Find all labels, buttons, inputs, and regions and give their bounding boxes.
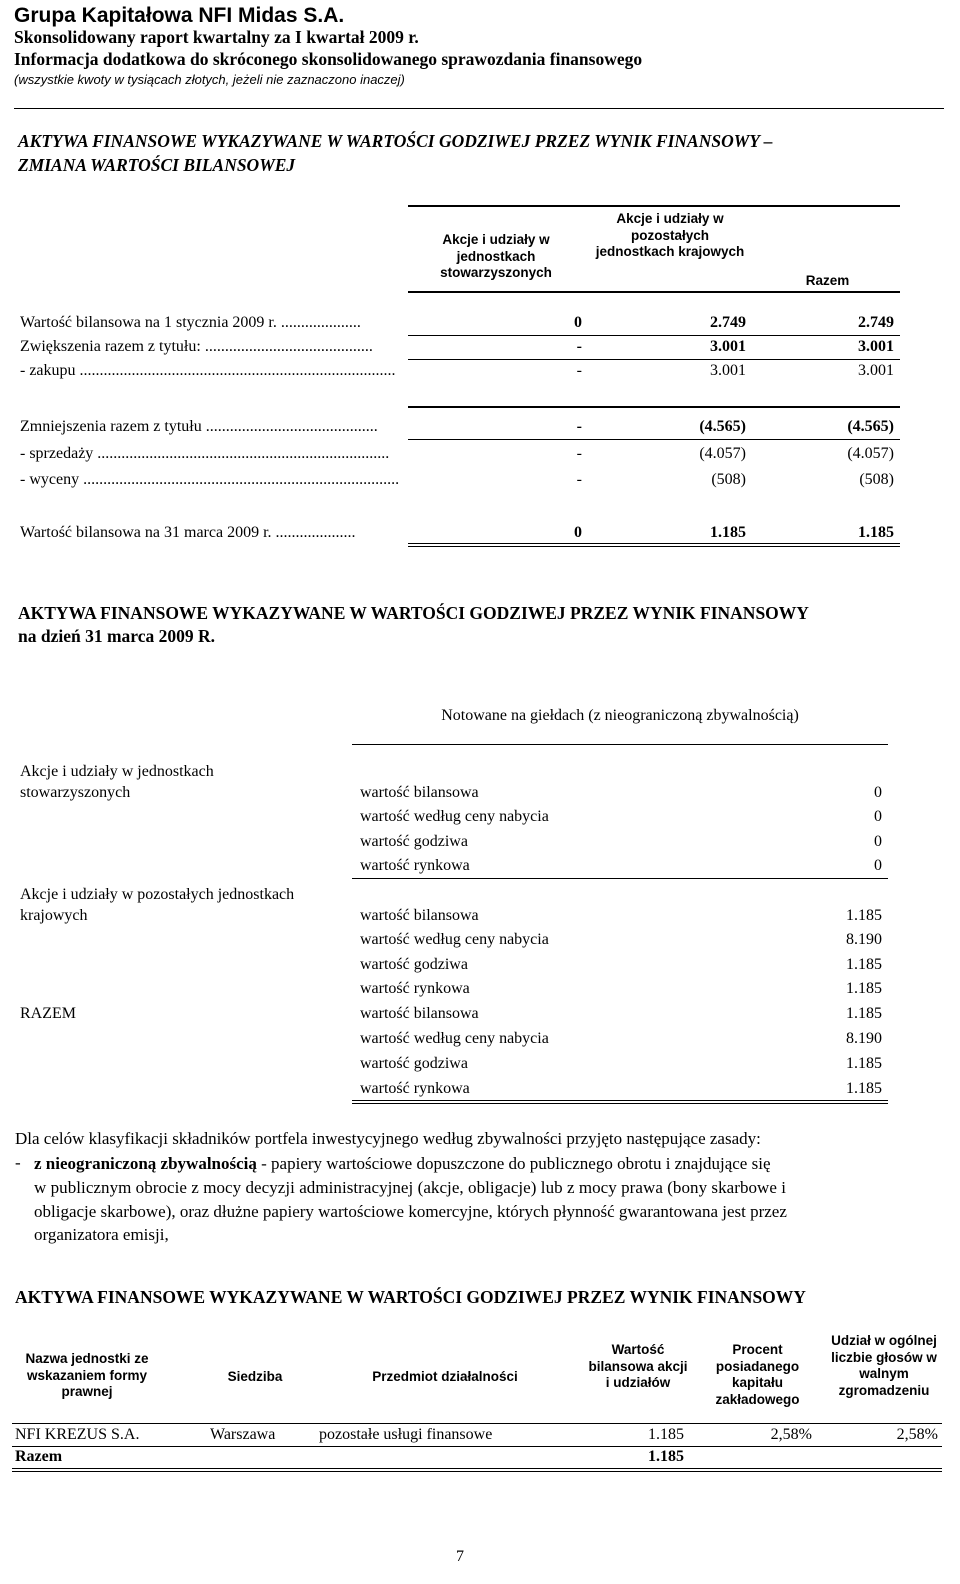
row-purchase-c2: 3.001: [710, 362, 746, 379]
section-title: Informacja dodatkowa do skróconego skonsolidowanego sprawozdania finansowego: [14, 49, 643, 69]
company-title: Grupa Kapitałowa NFI Midas S.A.: [14, 4, 345, 27]
value-amount: 8.190: [846, 931, 882, 948]
row-decrease-c2: (4.565): [699, 418, 746, 435]
classification-bullet: -: [15, 1153, 21, 1172]
page-number: 7: [456, 1548, 464, 1565]
value-label: wartość godziwa: [360, 833, 468, 850]
total-value: 1.185: [648, 1448, 684, 1465]
classification-line1: [34, 1154, 940, 1174]
row-valuation-c2: (508): [711, 471, 746, 488]
value-label: wartość rynkowa: [360, 857, 470, 874]
th-share-capital-pct: Procent posiadanego kapitału zakładowego: [715, 1342, 800, 1407]
value-amount: 1.185: [846, 1005, 882, 1022]
row-increase-c2: 3.001: [710, 338, 746, 355]
value-amount: 0: [874, 784, 882, 801]
classification-line4: organizatora emisji,: [34, 1225, 169, 1244]
row-purchase-c1: -: [576, 362, 582, 379]
table3-header-rule: [12, 1423, 942, 1424]
cell-share-capital-pct: 2,58%: [770, 1426, 812, 1443]
table1-header-rule: [408, 291, 900, 293]
row-decrease-rule: [408, 439, 900, 440]
table3-bottom-rule-1: [12, 1468, 942, 1469]
value-label: wartość według ceny nabycia: [360, 1030, 549, 1047]
table1-bottom-rule-2: [408, 546, 900, 547]
value-label: wartość bilansowa: [360, 907, 479, 924]
listed-header-rule: [352, 744, 888, 745]
value-label: wartość godziwa: [360, 956, 468, 973]
table3-bottom-rule-2: [12, 1471, 942, 1472]
classification-term: z nieograniczoną zbywalnością: [34, 1154, 257, 1173]
row-opening-c3: 2.749: [858, 314, 894, 331]
cell-activity: pozostałe usługi finansowe: [319, 1426, 493, 1443]
value-label: wartość według ceny nabycia: [360, 808, 549, 825]
classification-line1-rest: - papiery wartościowe dopuszczone do publicznego obrotu i znajdujące się: [256, 1154, 771, 1173]
row-closing-c1: 0: [574, 524, 582, 541]
amounts-note: (wszystkie kwoty w tysiącach złotych, jeżeli nie zaznaczono inaczej): [14, 72, 405, 87]
th-activity: Przedmiot działalności: [372, 1369, 518, 1384]
group-total-label: RAZEM: [20, 1005, 76, 1022]
value-amount: 1.185: [846, 1080, 882, 1097]
row-sale-c1: -: [576, 445, 582, 462]
table3-row-rule: [12, 1446, 942, 1447]
value-amount: 0: [874, 808, 882, 825]
value-amount: 1.185: [846, 956, 882, 973]
row-decrease-c1: -: [576, 418, 582, 435]
row-purchase-c3: 3.001: [858, 362, 894, 379]
cell-votes-pct: 2,58%: [896, 1426, 938, 1443]
value-label: wartość bilansowa: [360, 784, 479, 801]
value-amount: 0: [874, 857, 882, 874]
listed-bottom-rule-1: [352, 1100, 888, 1101]
row-sale-label: - sprzedaży .........................................................................: [20, 445, 390, 462]
col-header-total: Razem: [805, 273, 850, 288]
classification-line3: obligacje skarbowe), oraz dłużne papiery wartościowe komercyjne, których płynność gwarantowana jest przez: [34, 1202, 787, 1221]
header-rule: [14, 108, 944, 109]
group-associates-line2: stowarzyszonych: [20, 784, 131, 801]
col-header-associates: Akcje i udziały w jednostkach stowarzyszonych: [440, 232, 552, 280]
section2-title: AKTYWA FINANSOWE WYKAZYWANE W WARTOŚCI GODZIWEJ PRZEZ WYNIK FINANSOWY: [18, 603, 809, 623]
row-opening-c2: 2.749: [710, 314, 746, 331]
value-label: wartość według ceny nabycia: [360, 931, 549, 948]
value-label: wartość godziwa: [360, 1055, 468, 1072]
value-amount: 8.190: [846, 1030, 882, 1047]
total-label: Razem: [15, 1448, 63, 1465]
row-closing-c2: 1.185: [710, 524, 746, 541]
row-sale-c2: (4.057): [699, 445, 746, 462]
value-label: wartość rynkowa: [360, 980, 470, 997]
row-sale-c3: (4.057): [847, 445, 894, 462]
section1-title-line2: ZMIANA WARTOŚCI BILANSOWEJ: [18, 155, 296, 175]
group-other-domestic-line2: krajowych: [20, 907, 88, 924]
listed-bottom-rule-2: [352, 1103, 888, 1104]
row-opening-c1: 0: [574, 314, 582, 331]
row-valuation-label: - wyceny ...............................................................................: [20, 471, 400, 488]
row-opening-label: Wartość bilansowa na 1 stycznia 2009 r. ....................: [20, 314, 361, 331]
row-valuation-c1: -: [576, 471, 582, 488]
section1-title: AKTYWA FINANSOWE WYKAZYWANE W WARTOŚCI GODZIWEJ PRZEZ WYNIK FINANSOWY –: [18, 131, 773, 151]
classification-intro: Dla celów klasyfikacji składników portfela inwestycyjnego według zbywalności przyjęto następujące zasady:: [15, 1129, 761, 1148]
value-label: wartość bilansowa: [360, 1005, 479, 1022]
col-header-other-domestic: Akcje i udziały w pozostałych jednostkach krajowych: [595, 211, 745, 259]
group-associates-line1: Akcje i udziały w jednostkach: [20, 763, 214, 780]
value-label: wartość rynkowa: [360, 1080, 470, 1097]
row-opening-rule: [408, 335, 900, 336]
value-amount: 0: [874, 833, 882, 850]
th-votes-pct: Udział w ogólnej liczbie głosów w walnym zgromadzeniu: [831, 1333, 937, 1398]
row-increase-c3: 3.001: [858, 338, 894, 355]
row-increase-rule: [408, 359, 900, 360]
section2-subtitle: na dzień 31 marca 2009 R.: [18, 626, 216, 646]
value-amount: 1.185: [846, 980, 882, 997]
row-decrease-c3: (4.565): [847, 418, 894, 435]
table1-top-rule: [408, 205, 900, 207]
row-closing-label: Wartość bilansowa na 31 marca 2009 r. ....................: [20, 524, 356, 541]
row-increase-c1: -: [576, 338, 582, 355]
th-carrying-value: Wartość bilansowa akcji i udziałów: [588, 1342, 688, 1390]
row-valuation-c3: (508): [859, 471, 894, 488]
cell-seat: Warszawa: [210, 1426, 276, 1443]
table1-mid-rule: [408, 406, 900, 408]
group-associates-rule: [352, 878, 888, 879]
row-closing-c3: 1.185: [858, 524, 894, 541]
listed-column-header: Notowane na giełdach (z nieograniczoną zbywalnością): [441, 707, 799, 724]
th-entity-name: Nazwa jednostki ze wskazaniem formy prawnej: [25, 1351, 149, 1399]
table1-bottom-rule-1: [408, 543, 900, 544]
classification-line2: w publicznym obrocie z mocy decyzji administracyjnej (akcje, obligacje) lub z mocy prawa (bony skarbowe i: [34, 1178, 787, 1197]
row-decrease-label: Zmniejszenia razem z tytułu ...........................................: [20, 418, 378, 435]
section3-title: AKTYWA FINANSOWE WYKAZYWANE W WARTOŚCI GODZIWEJ PRZEZ WYNIK FINANSOWY: [15, 1287, 806, 1307]
th-seat: Siedziba: [227, 1369, 283, 1384]
row-increase-label: Zwiększenia razem z tytułu: ..........................................: [20, 338, 373, 355]
cell-carrying-value: 1.185: [648, 1426, 684, 1443]
group-other-domestic-line1: Akcje i udziały w pozostałych jednostkach: [20, 886, 295, 903]
value-amount: 1.185: [846, 907, 882, 924]
report-title: Skonsolidowany raport kwartalny za I kwartał 2009 r.: [14, 27, 419, 47]
cell-entity-name: NFI KREZUS S.A.: [15, 1426, 140, 1443]
row-purchase-label: - zakupu ...............................................................................: [20, 362, 396, 379]
value-amount: 1.185: [846, 1055, 882, 1072]
